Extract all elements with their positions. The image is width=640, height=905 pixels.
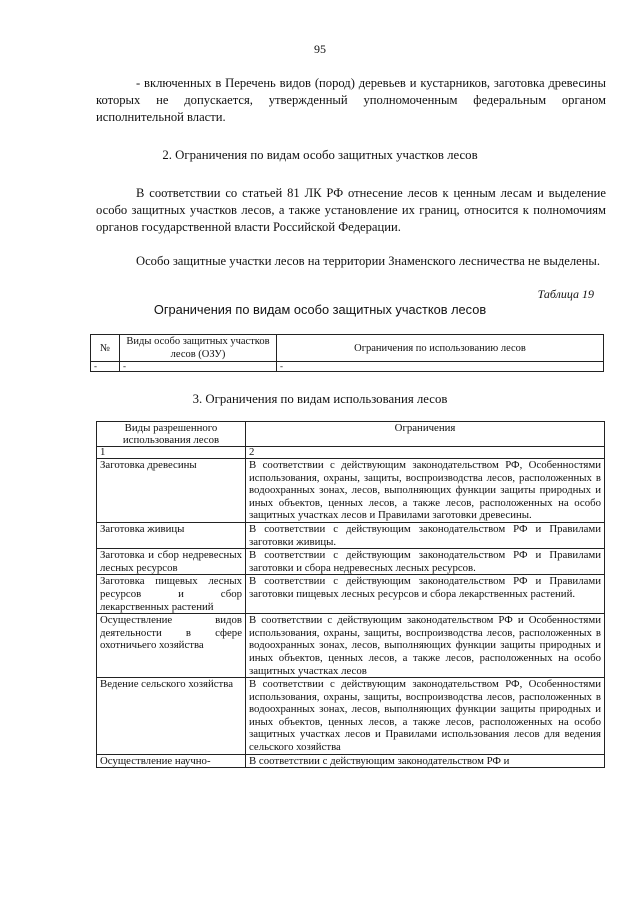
- section2-paragraph1: В соответствии со статьей 81 ЛК РФ отнесение лесов к ценным лесам и выделение особо защитных участков лесов, а также установление их границ, относится к полномочиям органов государственной власти Российской Федерации.: [96, 186, 606, 234]
- section2-paragraph2: Особо защитные участки лесов на территории Знаменского лесничества не выделены.: [136, 254, 601, 268]
- table-row: [97, 522, 605, 548]
- use-restriction-cell: В соответствии с действующим законодательством РФ и Правилами заготовки и сбора недревесных лесных ресурсов.: [246, 549, 605, 575]
- use-header-restriction: Ограничения: [246, 422, 605, 447]
- table-title: Ограничения по видам особо защитных участков лесов: [153, 302, 487, 317]
- ozu-header-number: №: [91, 335, 120, 362]
- section3-heading: 3. Ограничения по видам использования лесов: [192, 392, 448, 406]
- use-restriction-cell: В соответствии с действующим законодательством РФ и Правилами заготовки пищевых лесных ресурсов и сбора лекарственных растений.: [246, 575, 605, 614]
- use-kind-cell: Заготовка живицы: [97, 522, 246, 548]
- ozu-header-kind: Виды особо защитных участков лесов (ОЗУ): [120, 335, 277, 362]
- ozu-table-row: [91, 362, 604, 372]
- use-table-header-row: [97, 422, 605, 447]
- use-kind-cell: Заготовка и сбор недревесных лесных ресурсов: [97, 549, 246, 575]
- use-kind-cell: Осуществление видов деятельности в сфере охотничьего хозяйства: [97, 614, 246, 678]
- table-row: [97, 754, 605, 768]
- use-table: [96, 421, 605, 768]
- table-row: [97, 459, 605, 523]
- ozu-table: [90, 334, 604, 372]
- section2-heading: 2. Ограничения по видам особо защитных участков лесов: [162, 148, 478, 162]
- use-kind-cell: Заготовка пищевых лесных ресурсов и сбор лекарственных растений: [97, 575, 246, 614]
- table-caption: Таблица 19: [537, 287, 594, 301]
- use-column-number-2: 2: [246, 447, 605, 459]
- page-number: 95: [314, 42, 326, 56]
- ozu-header-restriction: Ограничения по использованию лесов: [277, 335, 604, 362]
- use-restriction-cell: В соответствии с действующим законодательством РФ и: [246, 754, 605, 768]
- table-row: [97, 575, 605, 614]
- use-restriction-cell: В соответствии с действующим законодательством РФ, Особенностями использования, охраны, защиты, воспроизводства лесов, расположенных в водоохранных зонах, лесов, выполняющих функции защиты природных и иных объектов, ценных лесов, а также лесов, расположенных на особо защитных участках лесов и Правилами использования лесов для ведения сельского хозяйства: [246, 678, 605, 755]
- use-header-kind: Виды разрешенного использования лесов: [97, 422, 246, 447]
- use-kind-cell: Ведение сельского хозяйства: [97, 678, 246, 755]
- use-restriction-cell: В соответствии с действующим законодательством РФ и Особенностями использования, охраны, защиты, воспроизводства лесов, расположенных в водоохранных зонах, лесов, выполняющих функции защиты природных и иных объектов, ценных лесов, а также лесов, расположенных на особо защитных участках лесов: [246, 614, 605, 678]
- ozu-cell-kind: -: [120, 362, 277, 372]
- table-row: [97, 678, 605, 755]
- ozu-cell-restriction: -: [277, 362, 604, 372]
- ozu-cell-number: -: [91, 362, 120, 372]
- use-kind-cell: Осуществление научно-: [97, 754, 246, 768]
- use-restriction-cell: В соответствии с действующим законодательством РФ, Особенностями использования, охраны, защиты, воспроизводства лесов, расположенных в водоохранных зонах, лесов, выполняющих функции защиты природных и иных объектов, ценных лесов, а также лесов, расположенных на особо защитных участках лесов и Правилами заготовки древесины.: [246, 459, 605, 523]
- ozu-table-header-row: [91, 335, 604, 362]
- use-restriction-cell: В соответствии с действующим законодательством РФ и Правилами заготовки живицы.: [246, 522, 605, 548]
- use-kind-cell: Заготовка древесины: [97, 459, 246, 523]
- use-table-number-row: [97, 447, 605, 459]
- table-row: [97, 614, 605, 678]
- intro-paragraph: - включенных в Перечень видов (пород) деревьев и кустарников, заготовка древесины которых не допускается, утвержденный уполномоченным федеральным органом исполнительной власти.: [96, 76, 606, 124]
- table-row: [97, 549, 605, 575]
- use-column-number-1: 1: [97, 447, 246, 459]
